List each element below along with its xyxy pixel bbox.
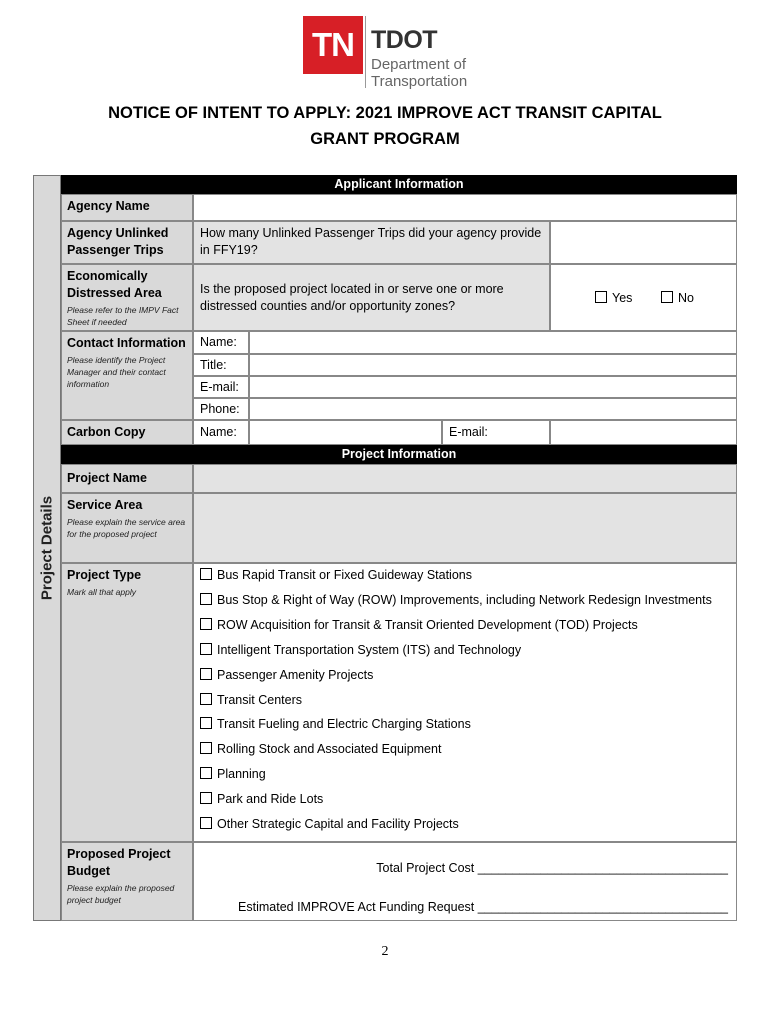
budget-label: Proposed Project Budget	[67, 847, 171, 878]
project-type-option[interactable]	[200, 766, 266, 782]
service-area-field[interactable]	[193, 493, 737, 563]
unlinked-trips-question: How many Unlinked Passenger Trips did your agency provide in FFY19?	[193, 221, 550, 264]
project-name-label: Project Name	[67, 471, 147, 485]
service-area-label-cell	[61, 493, 193, 563]
contact-title-field[interactable]	[249, 354, 737, 376]
econ-distressed-label: Economically Distressed Area	[67, 269, 162, 300]
project-type-option-label: Rolling Stock and Associated Equipment	[217, 742, 442, 757]
unlinked-trips-label-cell	[61, 221, 193, 264]
contact-name-label: Name:	[193, 331, 249, 354]
project-type-option-label: Intelligent Transportation System (ITS) and Technology	[217, 642, 522, 657]
cc-email-label: E-mail:	[442, 420, 550, 445]
agency-name-field[interactable]	[193, 194, 737, 221]
project-type-checkbox[interactable]	[200, 742, 212, 754]
budget-label-cell	[61, 842, 193, 921]
project-info-header: Project Information	[61, 445, 737, 464]
project-type-option-label: Bus Rapid Transit or Fixed Guideway Stations	[217, 568, 472, 582]
project-type-option-label: Park and Ride Lots	[217, 792, 324, 807]
service-area-label: Service Area	[67, 498, 143, 512]
carbon-copy-label-cell	[61, 420, 193, 445]
cc-email-field[interactable]	[550, 420, 737, 445]
logo-divider	[365, 16, 366, 88]
contact-phone-label: Phone:	[193, 398, 249, 420]
budget-hint: Please explain the proposed project budget	[67, 883, 175, 905]
sidebar-label: Project Details	[38, 495, 56, 601]
logo-dept-line1: Department of	[371, 56, 467, 73]
title-line1: NOTICE OF INTENT TO APPLY: 2021 IMPROVE ACT TRANSIT CAPITAL	[108, 104, 662, 122]
service-area-hint: Please explain the service area for the proposed project	[67, 517, 186, 539]
econ-distressed-hint: Please refer to the IMPV Fact Sheet if needed	[67, 305, 179, 327]
econ-distressed-label-cell	[61, 264, 193, 331]
contact-info-label: Contact Information	[67, 336, 186, 350]
budget-field	[193, 842, 737, 921]
project-type-label: Project Type	[67, 568, 142, 582]
carbon-copy-label: Carbon Copy	[67, 425, 146, 439]
unlinked-trips-field[interactable]	[550, 221, 737, 264]
agency-name-label-cell	[61, 194, 193, 221]
project-type-option-label: Transit Centers	[217, 692, 302, 707]
project-type-checkbox[interactable]	[200, 593, 212, 605]
project-name-field[interactable]	[193, 464, 737, 493]
project-type-option[interactable]	[200, 642, 521, 658]
contact-title-label: Title:	[193, 354, 249, 376]
project-type-checkbox[interactable]	[200, 618, 212, 630]
contact-phone-field[interactable]	[249, 398, 737, 420]
total-cost-line[interactable]: Total Project Cost ____________________________________	[376, 861, 728, 875]
project-type-option[interactable]	[200, 716, 471, 732]
yes-label: Yes	[612, 291, 633, 305]
yes-option[interactable]	[595, 291, 632, 305]
project-type-option[interactable]	[200, 791, 323, 807]
project-details-sidebar	[33, 175, 61, 921]
project-type-hint: Mark all that apply	[67, 587, 136, 597]
no-option[interactable]	[661, 291, 694, 305]
project-type-checkbox[interactable]	[200, 693, 212, 705]
title-line2: GRANT PROGRAM	[310, 130, 460, 148]
project-type-label-cell	[61, 563, 193, 842]
project-type-checkbox[interactable]	[200, 792, 212, 804]
page-number: 2	[381, 944, 389, 959]
cc-name-field[interactable]	[249, 420, 442, 445]
tdot-logo	[303, 16, 473, 90]
project-name-label-cell	[61, 464, 193, 493]
project-type-option[interactable]	[200, 741, 441, 757]
project-type-checkbox[interactable]	[200, 668, 212, 680]
unlinked-trips-label: Agency Unlinked Passenger Trips	[67, 226, 169, 257]
no-checkbox[interactable]	[661, 291, 673, 303]
yes-checkbox[interactable]	[595, 291, 607, 303]
logo-dept-line2: Transportation	[371, 73, 468, 90]
tn-logo-mark: TN	[303, 16, 363, 74]
project-type-checkbox[interactable]	[200, 817, 212, 829]
project-type-option-label: Passenger Amenity Projects	[217, 667, 374, 682]
contact-info-hint: Please identify the Project Manager and their contact information	[67, 355, 166, 389]
contact-email-field[interactable]	[249, 376, 737, 398]
page-title	[60, 100, 710, 152]
project-type-option-label: Planning	[217, 767, 266, 782]
project-type-option-label: Bus Stop & Right of Way (ROW) Improvements, including Network Redesign Investments	[217, 592, 712, 607]
logo-department	[371, 56, 467, 90]
project-type-option[interactable]	[200, 567, 472, 583]
project-type-option[interactable]	[200, 667, 373, 683]
funding-request-line[interactable]: Estimated IMPROVE Act Funding Request ____________________________________	[238, 900, 728, 914]
contact-info-label-cell	[61, 331, 193, 420]
project-type-checkbox[interactable]	[200, 643, 212, 655]
agency-name-label: Agency Name	[67, 199, 150, 213]
contact-email-label: E-mail:	[193, 376, 249, 398]
project-type-option[interactable]	[200, 692, 302, 708]
project-type-option-label: ROW Acquisition for Transit & Transit Oriented Development (TOD) Projects	[217, 617, 638, 632]
project-type-option-label: Other Strategic Capital and Facility Projects	[217, 817, 459, 831]
project-type-checkbox[interactable]	[200, 717, 212, 729]
project-type-option[interactable]	[200, 816, 459, 832]
econ-distressed-answer-cell	[550, 264, 737, 331]
project-type-checkbox[interactable]	[200, 767, 212, 779]
applicant-info-header: Applicant Information	[61, 175, 737, 194]
contact-name-field[interactable]	[249, 331, 737, 354]
project-type-checkbox[interactable]	[200, 568, 212, 580]
project-type-option-label: Transit Fueling and Electric Charging Stations	[217, 717, 471, 732]
logo-name: TDOT	[371, 26, 438, 54]
cc-name-label: Name:	[193, 420, 249, 445]
no-label: No	[678, 291, 694, 305]
econ-distressed-question: Is the proposed project located in or serve one or more distressed counties and/or opportunity zones?	[193, 264, 550, 331]
project-type-option[interactable]	[200, 592, 712, 608]
project-type-option[interactable]	[200, 617, 638, 633]
